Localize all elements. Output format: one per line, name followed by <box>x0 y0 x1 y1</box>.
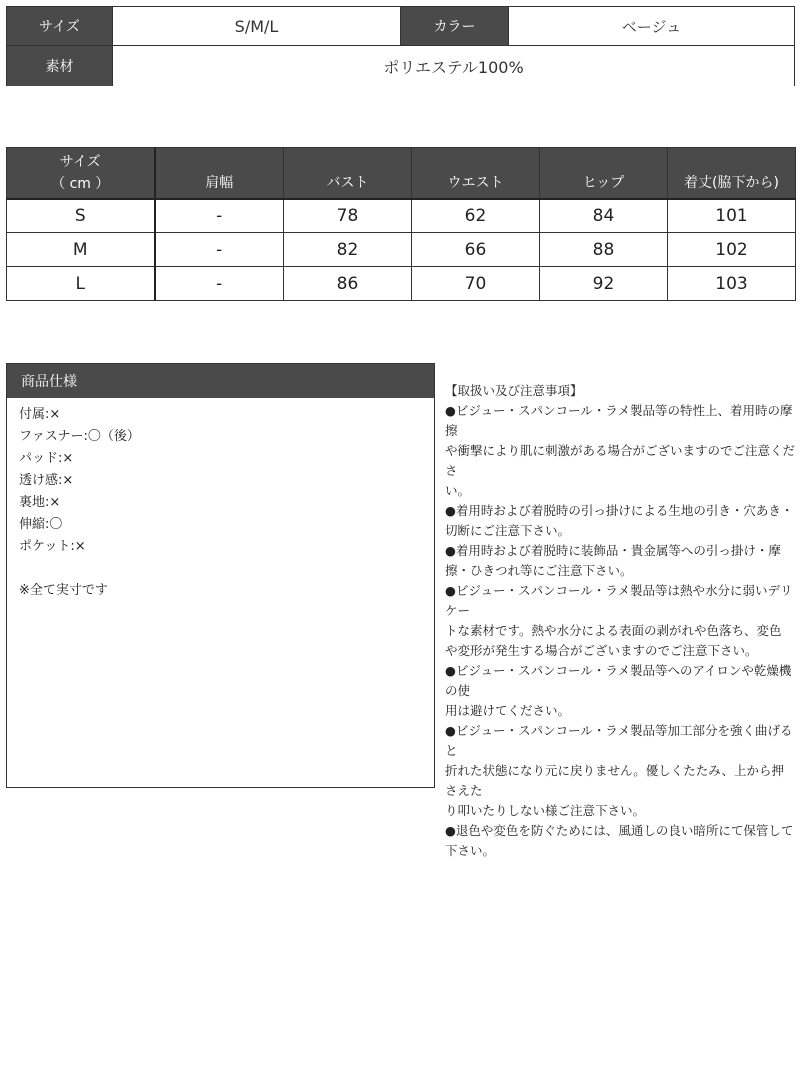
cell-bust: 86 <box>284 267 412 301</box>
material-value: ポリエステル100% <box>113 46 794 86</box>
table-row <box>7 267 796 301</box>
header-waist: ウエスト <box>412 148 540 199</box>
care-line: や変形が発生する場合がございますのでご注意下さい。 <box>445 643 758 658</box>
spec-list <box>7 398 434 602</box>
cell-waist: 62 <box>412 199 540 233</box>
cell-length: 103 <box>668 267 796 301</box>
color-label: カラー <box>401 7 509 45</box>
spec-item-stretch: 伸縮:〇 <box>19 517 63 532</box>
material-label: 素材 <box>7 46 113 86</box>
size-value: S/M/L <box>113 7 401 45</box>
row-size: S <box>7 199 155 233</box>
care-line: り叩いたりしない様ご注意下さい。 <box>445 803 646 818</box>
care-line: 用は避けてください。 <box>445 703 571 718</box>
spec-item-pocket: ポケット:× <box>19 539 86 554</box>
product-info-table <box>6 6 795 86</box>
cell-shoulder: - <box>155 267 284 301</box>
cell-length: 101 <box>668 199 796 233</box>
care-line: ●退色や変色を防ぐためには、風通しの良い暗所にて保管して <box>445 823 794 838</box>
header-shoulder: 肩幅 <box>155 148 284 199</box>
cell-waist: 66 <box>412 233 540 267</box>
spec-item-pad: パッド:× <box>19 451 74 466</box>
spec-title: 商品仕様 <box>7 364 434 398</box>
care-line: 切断にご注意下さい。 <box>445 523 571 538</box>
care-line: トな素材です。熱や水分による表面の剥がれや色落ち、変色 <box>445 623 782 638</box>
care-line: 折れた状態になり元に戻りません。優しくたたみ、上から押さえた <box>445 763 785 798</box>
row-size: L <box>7 267 155 301</box>
spec-item-sheerness: 透け感:× <box>19 473 74 488</box>
spec-item-lining: 裏地:× <box>19 495 61 510</box>
header-size-line2: （ cm ） <box>51 175 110 192</box>
cell-hip: 84 <box>540 199 668 233</box>
cell-hip: 88 <box>540 233 668 267</box>
row-size: M <box>7 233 155 267</box>
spec-item-fastener: ファスナー:〇（後） <box>19 429 140 444</box>
cell-bust: 82 <box>284 233 412 267</box>
care-line: や衝撃により肌に刺激がある場合がございますのでご注意くださ <box>445 443 796 478</box>
table-row <box>7 199 796 233</box>
cell-length: 102 <box>668 233 796 267</box>
header-hip: ヒップ <box>540 148 668 199</box>
care-line: い。 <box>445 483 471 498</box>
cell-hip: 92 <box>540 267 668 301</box>
spec-item-accessory: 付属:× <box>19 407 61 422</box>
care-line: ●ビジュー・スパンコール・ラメ製品等の特性上、着用時の摩擦 <box>445 403 793 438</box>
care-line: 擦・ひきつれ等にご注意下さい。 <box>445 563 633 578</box>
care-line: ●ビジュー・スパンコール・ラメ製品等へのアイロンや乾燥機の使 <box>445 663 792 698</box>
care-line: 下さい。 <box>445 843 496 858</box>
care-line: ●着用時および着脱時の引っ掛けによる生地の引き・穴あき・ <box>445 503 794 518</box>
spec-note: ※全て実寸です <box>19 583 108 598</box>
cell-shoulder: - <box>155 233 284 267</box>
header-bust: バスト <box>284 148 412 199</box>
cell-waist: 70 <box>412 267 540 301</box>
cell-bust: 78 <box>284 199 412 233</box>
header-size-line1: サイズ <box>59 153 101 170</box>
cell-shoulder: - <box>155 199 284 233</box>
size-chart-header-row <box>7 148 796 199</box>
care-instructions <box>445 381 795 861</box>
product-spec-box <box>6 363 435 788</box>
care-heading: 【取扱い及び注意事項】 <box>445 383 583 398</box>
care-line: ●着用時および着脱時に装飾品・貴金属等への引っ掛け・摩 <box>445 543 781 558</box>
header-size-cm <box>7 148 155 199</box>
color-value: ベージュ <box>509 7 794 45</box>
spec-spacer <box>19 558 434 580</box>
table-row <box>7 233 796 267</box>
header-length: 着丈(脇下から) <box>668 148 796 199</box>
size-chart-table <box>6 147 796 301</box>
care-line: ●ビジュー・スパンコール・ラメ製品等加工部分を強く曲げると <box>445 723 793 758</box>
size-label: サイズ <box>7 7 113 45</box>
info-row-material <box>7 46 794 86</box>
info-row-size-color <box>7 7 794 46</box>
care-line: ●ビジュー・スパンコール・ラメ製品等は熱や水分に弱いデリケー <box>445 583 793 618</box>
